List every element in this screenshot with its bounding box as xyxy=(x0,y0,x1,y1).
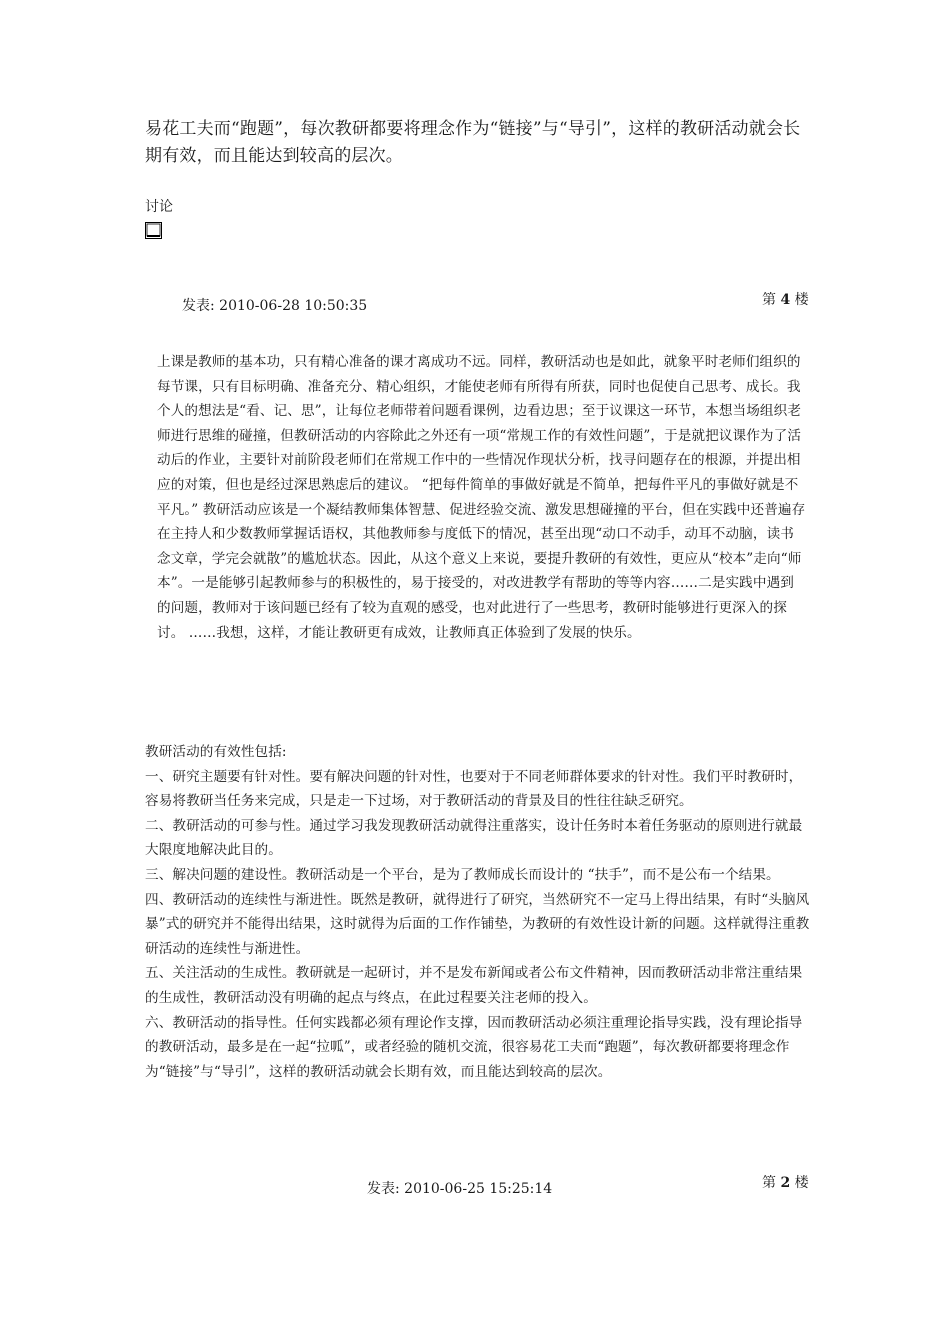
floor-number: 2 xyxy=(780,1175,791,1191)
floor-suffix: 楼 xyxy=(790,292,809,308)
effect-item: 四、教研活动的连续性与渐进性。既然是教研，就得进行了研究，当然研究不一定马上得出结果，有时“头脑风暴”式的研究并不能得出结果，这时就得为后面的工作作铺垫，为教研的有效性设计新的问题。这样就得注重教研活动的连续性与渐进性。 xyxy=(145,891,810,957)
effect-heading: 教研活动的有效性包括: xyxy=(145,744,287,760)
post-4-floor xyxy=(762,291,809,309)
post-4-meta: 发表: 2010-06-28 10:50:35 xyxy=(182,298,368,314)
post-4-body xyxy=(157,350,807,645)
floor-prefix: 第 xyxy=(762,1175,781,1191)
discussion-label: 讨论 xyxy=(145,199,173,215)
intro-paragraph: 易花工夫而“跑题”，每次教研都要将理念作为“链接”与“导引”，这样的教研活动就会长期有效，而且能达到较高的层次。 xyxy=(145,119,801,166)
floor-number: 4 xyxy=(780,292,791,308)
effect-item: 一、研究主题要有针对性。要有解决问题的针对性，也要对于不同老师群体要求的针对性。我们平时教研时，容易将教研当任务来完成，只是走一下过场，对于教研活动的背景及目的性往往缺乏研究。 xyxy=(145,768,803,810)
effect-item: 五、关注活动的生成性。教研就是一起研讨，并不是发布新闻或者公布文件精神，因而教研活动非常注重结果的生成性，教研活动没有明确的起点与终点，在此过程要关注老师的投入。 xyxy=(145,965,803,1006)
post-2-floor xyxy=(762,1174,809,1192)
effect-section xyxy=(145,740,810,1084)
reply-icon[interactable] xyxy=(145,222,162,239)
effect-item: 六、教研活动的指导性。任何实践都必须有理论作支撑，因而教研活动必须注重理论指导实践，没有理论指导的教研活动，最多是在一起“拉呱”，或者经验的随机交流，很容易花工夫而“跑题”，每次教研都要将理念作为“链接”与“导引”，这样的教研活动就会长期有效，而且能达到较高的层次。 xyxy=(145,1014,803,1080)
post-4-text: 上课是教师的基本功，只有精心准备的课才离成功不远。同样，教研活动也是如此，就象平时老师们组织的每节课，只有目标明确、准备充分、精心组织，才能使老师有所得有所获，同时也促使自己思考、成长。我个人的想法是“看、记、思”，让每位老师带着问题看课例，边看边思；至于议课这一环节，本想当场组织老师进行思维的碰撞，但教研活动的内容除此之外还有一项“常规工作的有效性问题”，于是就把议课作为了活动后的作业，主要针对前阶段老师们在常规工作中的一些情况作现状分析，找寻问题存在的根源，并提出相应的对策，但也是经过深思熟虑后的建议。 “把每件简单的事做好就是不简单，把每件平凡的事做好就是不平凡。” 教研活动应该是一个凝结教师集体智慧、促进经验交流、激发思想碰撞的平台，但在实践中还普遍存在主持人和少数教师掌握话语权，其他教师参与度低下的情况，甚至出现“动口不动手，动耳不动脑，读书念文章，学完会就散”的尴尬状态。因此，从这个意义上来说，要提升教研的有效性，更应从“校本”走向“师本”。一是能够引起教师参与的积极性的，易于接受的，对改进教学有帮助的等等内容……二是实践中遇到的问题，教师对于该问题已经有了较为直观的感受，也对此进行了一些思考，教研时能够进行更深入的探讨。 ……我想，这样，才能让教研更有成效，让教师真正体验到了发展的快乐。 xyxy=(157,354,806,641)
floor-prefix: 第 xyxy=(762,292,781,308)
floor-suffix: 楼 xyxy=(790,1175,809,1191)
effect-item: 二、教研活动的可参与性。通过学习我发现教研活动就得注重落实，设计任务时本着任务驱动的原则进行就最大限度地解决此目的。 xyxy=(145,817,803,859)
effect-item: 三、解决问题的建设性。教研活动是一个平台，是为了教师成长而设计的 “扶手”，而不是公布一个结果。 xyxy=(145,866,780,883)
post-2-meta: 发表: 2010-06-25 15:25:14 xyxy=(367,1181,553,1197)
